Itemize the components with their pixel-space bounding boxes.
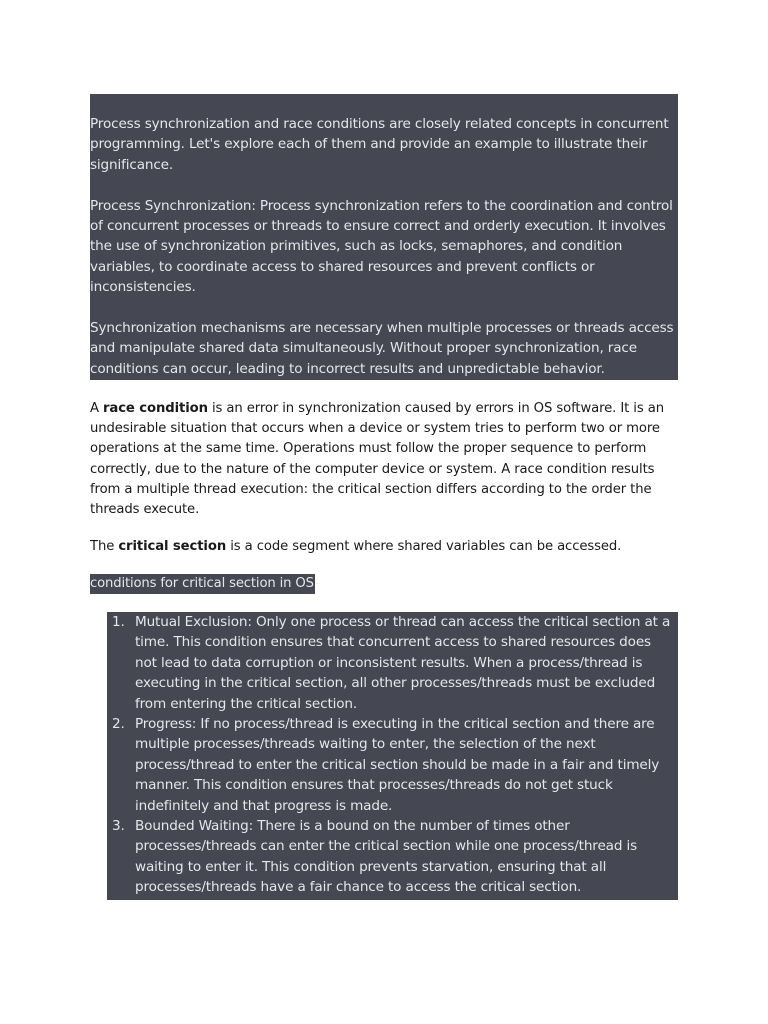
intro-paragraph-1: Process synchronization and race conditions are closely related concepts in concurrent programming. Let's explore each of them and provide an example to illustrate their significance. bbox=[90, 116, 669, 173]
critical-section-term: critical section bbox=[118, 539, 227, 554]
list-item-number: 1. bbox=[112, 614, 125, 630]
list-item bbox=[107, 714, 678, 816]
list-item-text: Progress: If no process/thread is executing in the critical section and there are multiple processes/threads waiting to enter, the selection of the next process/thread to enter the critical section should be made in a fair and timely manner. This condition ensures that processes/threads do not get stuck indefinitely and that progress is made. bbox=[135, 716, 660, 814]
intro-paragraph-3: Synchronization mechanisms are necessary when multiple processes or threads access and manipulate shared data simultaneously. Without proper synchronization, race conditions can occur, leading to incorrect results and unpredictable behavior. bbox=[90, 320, 674, 377]
critical-section-paragraph bbox=[90, 537, 680, 557]
intro-highlight-block bbox=[90, 94, 678, 380]
list-item bbox=[107, 612, 678, 714]
race-condition-prefix: A bbox=[90, 401, 104, 416]
conditions-heading: conditions for critical section in OS bbox=[90, 574, 315, 594]
list-item bbox=[107, 816, 678, 898]
race-condition-paragraph bbox=[90, 399, 680, 520]
critical-section-text: is a code segment where shared variables can be accessed. bbox=[226, 539, 622, 554]
conditions-list-block bbox=[107, 612, 678, 900]
race-condition-text: is an error in synchronization caused by errors in OS software. It is an undesirable situation that occurs when a device or system tries to perform two or more operations at the same time. Operations must follow the proper sequence to perform correctly, due to the nature of the computer device or system. A race condition results from a multiple thread execution: the critical section differs according to the order the threads execute. bbox=[90, 401, 664, 518]
race-condition-term: race condition bbox=[103, 401, 208, 416]
list-item-number: 3. bbox=[112, 818, 125, 835]
list-item-number: 2. bbox=[112, 716, 125, 733]
list-item-text: Bounded Waiting: There is a bound on the number of times other processes/threads can enter the critical section while one process/thread is waiting to enter it. This condition prevents starvation, ensuring that all processes/threads have a fair chance to access the critical section. bbox=[135, 818, 638, 896]
list-item-text: Mutual Exclusion: Only one process or thread can access the critical section at a time. This condition ensures that concurrent access to shared resources does not lead to data corruption or inconsistent results. When a process/thread is executing in the critical section, all other processes/threads must be excluded from entering the critical section. bbox=[135, 614, 671, 712]
intro-paragraph-2: Process Synchronization: Process synchronization refers to the coordination and control of concurrent processes or threads to ensure correct and orderly execution. It involves the use of synchronization primitives, such as locks, semaphores, and condition variables, to coordinate access to shared resources and prevent conflicts or inconsistencies. bbox=[90, 197, 673, 296]
conditions-list bbox=[107, 612, 678, 898]
critical-section-prefix: The bbox=[90, 539, 119, 554]
